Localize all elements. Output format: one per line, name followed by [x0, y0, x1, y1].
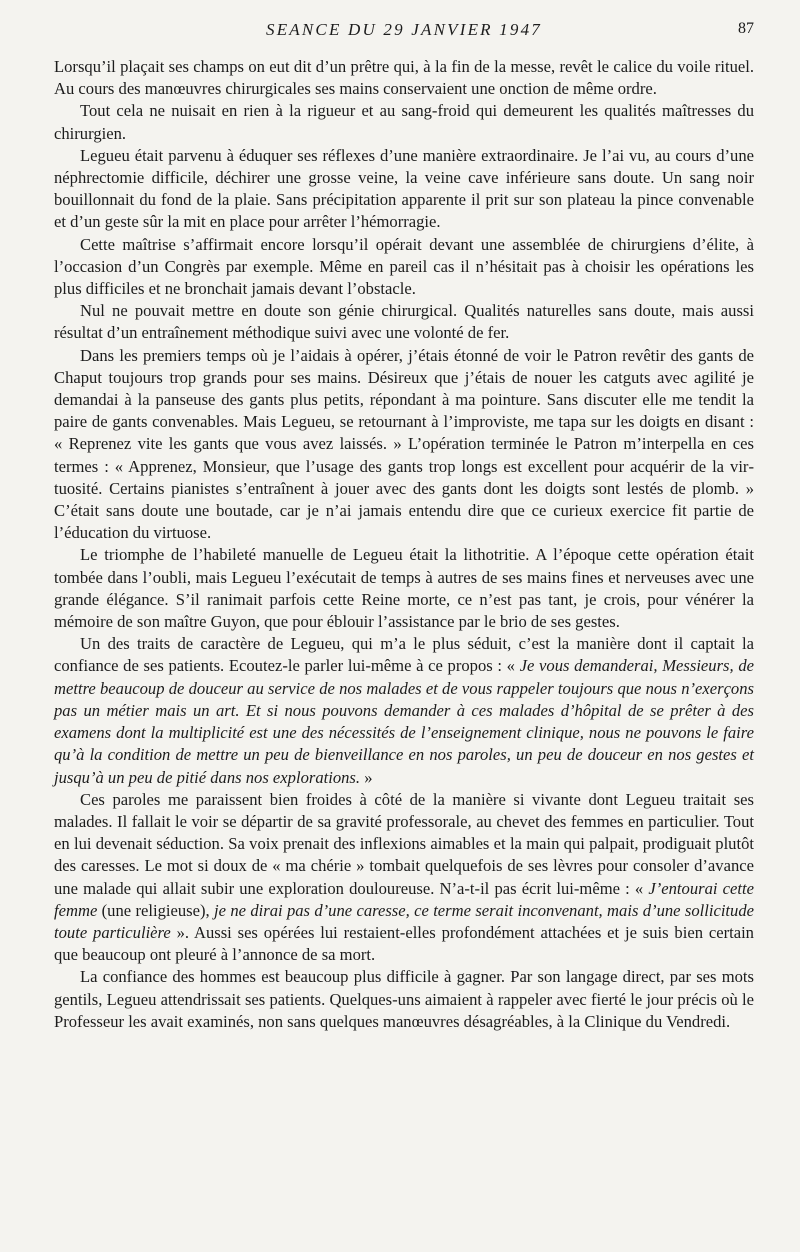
text-run: ». Aussi ses opérées lui restaient-elles profondément attachées et je suis bien certain que beaucoup ont pleuré à l’annonce de sa mort. — [54, 922, 754, 965]
text-run: (une religieuse), — [97, 900, 215, 920]
paragraph: La confiance des hommes est beaucoup plus difficile à gagner. Par son langage direct, par ses mots gentils, Legueu attendrissait ses patients. Quelques-uns aimaient à rappeler avec fierté le jour précis où le Professeur les avait examinés, non sans quelques manœuvres désagréables, à la Clinique du Vendredi. — [54, 967, 754, 1031]
paragraph-with-quote — [54, 789, 754, 967]
paragraph: Tout cela ne nuisait en rien à la rigueur et au sang-froid qui demeurent les qualités maîtresses du chirurgien. — [54, 101, 754, 143]
paragraph: Lorsqu’il plaçait ses champs on eut dit d’un prêtre qui, à la fin de la messe, revêt le calice du voile rituel. Au cours des manœuvres chirurgicales ses mains conservaient une onction de même ordre. — [54, 57, 754, 99]
page-number: 87 — [738, 20, 754, 37]
italic-quote: je ne dirai pas d’une caresse, ce terme serait inconvenant, mais d’une sollicitude toute particulière — [54, 900, 755, 942]
paragraph-with-quote — [54, 633, 754, 788]
text-run: » — [360, 767, 373, 787]
paragraph: Le triomphe de l’habileté manuelle de Legueu était la lithotritie. A l’époque cette opération était tombée dans l’oubli, mais Legueu l’exécutait de temps à autres de ses mains fines et nerveuses avec une grande élégance. S’il ranimait parfois cette Reine morte, ce n’est pas tant, je crois, pour vénérer la mémoire de son maître Guyon, que pour éblouir l’assistance par le brio de ses gestes. — [54, 545, 754, 632]
text-run: Un des traits de caractère de Legueu, qui m’a le plus séduit, c’est la manière dont il captait la confiance de ses patients. Ecoutez-le parler lui-même à ce propos : « — [54, 634, 754, 676]
text-run: Ces paroles me paraissent bien froides à côté de la manière si vivante dont Legueu traitait ses malades. Il fallait le voir se départir de sa gravité professorale, au chevet des femmes en particulier. Tout en lui devenait séduction. Sa voix prenait des inflexions aimables et la main qui palpait, prodiguait plutôt des caresses. Le mot si doux de « ma chérie » tombait quelquefois de ses lèvres pour consoler d’avance une malade qui allait subir une exploration douloureuse. N’a-t-il pas écrit lui-même : « — [54, 789, 754, 898]
header-title: SEANCE DU 29 JANVIER 1947 — [266, 20, 542, 39]
body-text — [54, 56, 754, 1033]
running-header — [54, 20, 754, 46]
paragraph: Nul ne pouvait mettre en doute son génie chirurgical. Qualités naturelles sans doute, mais aussi résultat d’un entraînement méthodique suivi avec une volonté de fer. — [54, 301, 754, 343]
paragraph: Legueu était parvenu à éduquer ses réflexes d’une manière extraordinaire. Je l’ai vu, au cours d’une néphrectomie difficile, déchirer une grosse veine, la veine cave inférieure sans doute. Un sang noir bouillonnait du fond de la plaie. Sans précipitation apparente il prit sur son plateau la pince convenable et d’un geste sûr la mit en place pour arrêter l’hémorragie. — [54, 145, 754, 232]
paragraph: Cette maîtrise s’affirmait encore lorsqu’il opérait devant une assemblée de chirurgiens d’élite, à l’occasion d’un Congrès par exemple. Même en pareil cas il n’hésitait pas à choisir les opérations les plus difficiles et ne bronchait jamais devant l’obstacle. — [54, 234, 754, 299]
paragraph: Dans les premiers temps où je l’aidais à opérer, j’étais étonné de voir le Patron revêtir des gants de Chaput toujours trop grands pour ses mains. Désireux que j’étais de nouer les catguts avec agilité je demandai à la panseuse des gants plus petits, répondant à ma pointure. Sans discuter elle me tendit la paire de gants convenables. Mais Legueu, se retournant à l’improviste, me tapa sur les doigts en disant : « Reprenez vite les gants que vous avez laissés. » L’opération terminée le Patron m’interpella en ces termes : « Apprenez, Monsieur, que l’usage des gants trop longs est excellent pour acquérir de la virtuosité. Certains pianistes s’entraînent à jouer avec des gants dont les doigts sont lestés de plomb. » C’était sans doute une boutade, car je n’ai jamais entendu dire que ce curieux exercice fit partie de l’éducation du virtuose. — [54, 345, 754, 543]
italic-quote: Je vous demanderai, Messieurs, de mettre beaucoup de douceur au service de nos malades et de vous rappeler toujours que nous n’exerçons pas un métier mais un art. Et si nous pouvons demander à ces malades d’hôpital de se prêter à des examens dont la multiplicité est une des nécessités de l’enseignement clinique, nous ne pouvons le faire qu’à la condition de mettre un peu de bienveillance en nos paroles, un peu de douceur en nos gestes et jusqu’à un peu de pitié dans nos explorations. — [54, 656, 754, 787]
italic-quote: J’entourai cette femme — [54, 878, 754, 920]
